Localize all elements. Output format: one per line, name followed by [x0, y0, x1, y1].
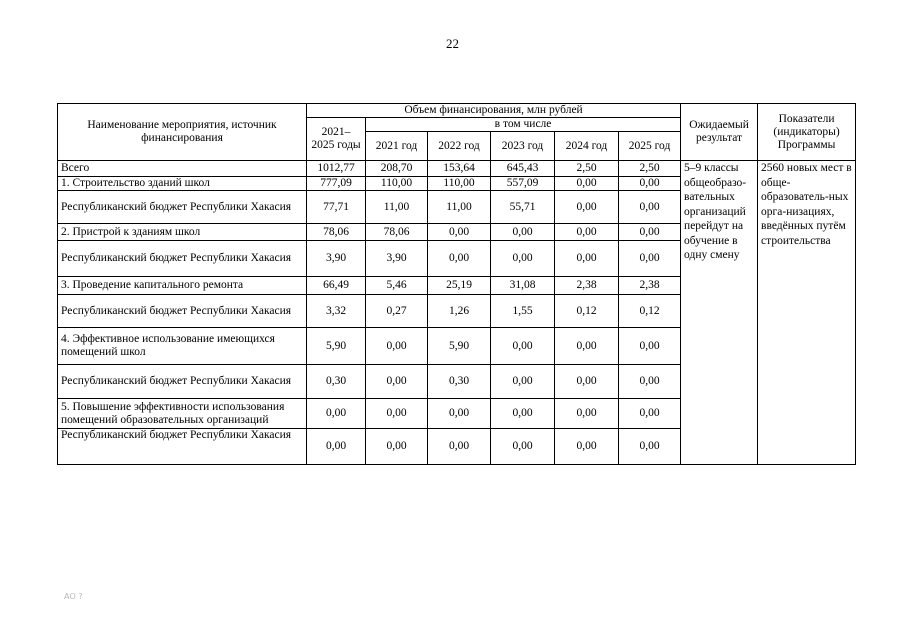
row-total: 3,32 [307, 295, 366, 328]
row-2023: 645,43 [491, 161, 555, 177]
row-2021: 5,46 [366, 277, 428, 295]
row-2025: 0,00 [619, 224, 681, 241]
indicators-cell: 2560 новых мест в обще-образователь-ных орга-низациях, введённых путём строительства [758, 161, 856, 465]
row-2022: 0,00 [428, 429, 491, 465]
row-2021: 0,00 [366, 328, 428, 365]
row-2024: 2,50 [555, 161, 619, 177]
row-total: 78,06 [307, 224, 366, 241]
row-2024: 2,38 [555, 277, 619, 295]
row-2022: 11,00 [428, 191, 491, 224]
row-2025: 0,00 [619, 191, 681, 224]
row-2023: 0,00 [491, 399, 555, 429]
header-year-2025: 2025 год [619, 132, 681, 161]
page-number: 22 [446, 36, 459, 51]
row-2024: 0,00 [555, 224, 619, 241]
row-2021: 0,00 [366, 399, 428, 429]
row-2025: 0,12 [619, 295, 681, 328]
row-2022: 0,00 [428, 241, 491, 277]
row-2023: 0,00 [491, 365, 555, 399]
row-total: 0,30 [307, 365, 366, 399]
row-total: 0,00 [307, 399, 366, 429]
header-year-2022: 2022 год [428, 132, 491, 161]
row-2023: 31,08 [491, 277, 555, 295]
row-2021: 78,06 [366, 224, 428, 241]
row-2021: 208,70 [366, 161, 428, 177]
row-2022: 153,64 [428, 161, 491, 177]
row-total: 3,90 [307, 241, 366, 277]
row-name: Республиканский бюджет Республики Хакасия [58, 429, 307, 465]
row-name: 3. Проведение капитального ремонта [58, 277, 307, 295]
row-2025: 0,00 [619, 177, 681, 191]
row-total: 66,49 [307, 277, 366, 295]
row-2022: 0,00 [428, 224, 491, 241]
row-2021: 110,00 [366, 177, 428, 191]
row-2024: 0,00 [555, 241, 619, 277]
row-2022: 110,00 [428, 177, 491, 191]
row-name: 1. Строительство зданий школ [58, 177, 307, 191]
header-including: в том числе [366, 118, 681, 132]
row-2021: 0,00 [366, 429, 428, 465]
header-year-2024: 2024 год [555, 132, 619, 161]
row-2023: 1,55 [491, 295, 555, 328]
row-name: Республиканский бюджет Республики Хакасия [58, 365, 307, 399]
row-2025: 2,50 [619, 161, 681, 177]
row-2021: 0,00 [366, 365, 428, 399]
row-total: 0,00 [307, 429, 366, 465]
row-2023: 0,00 [491, 328, 555, 365]
row-2022: 5,90 [428, 328, 491, 365]
row-2023: 0,00 [491, 241, 555, 277]
row-2024: 0,00 [555, 399, 619, 429]
row-2023: 557,09 [491, 177, 555, 191]
row-2024: 0,00 [555, 429, 619, 465]
row-2021: 3,90 [366, 241, 428, 277]
row-2025: 0,00 [619, 399, 681, 429]
header-year-2021: 2021 год [366, 132, 428, 161]
header-year-2023: 2023 год [491, 132, 555, 161]
row-2023: 0,00 [491, 429, 555, 465]
row-2024: 0,12 [555, 295, 619, 328]
header-funding-title: Объем финансирования, млн рублей [307, 104, 681, 118]
funding-table [57, 103, 856, 465]
row-2023: 55,71 [491, 191, 555, 224]
row-name: Республиканский бюджет Республики Хакасия [58, 295, 307, 328]
table-row [58, 161, 856, 177]
row-2022: 0,00 [428, 399, 491, 429]
row-2021: 0,27 [366, 295, 428, 328]
row-2025: 0,00 [619, 365, 681, 399]
row-2025: 0,00 [619, 241, 681, 277]
row-name: Всего [58, 161, 307, 177]
row-2022: 0,30 [428, 365, 491, 399]
row-2024: 0,00 [555, 191, 619, 224]
row-2025: 0,00 [619, 429, 681, 465]
row-name: Республиканский бюджет Республики Хакасия [58, 241, 307, 277]
row-2024: 0,00 [555, 177, 619, 191]
row-total: 5,90 [307, 328, 366, 365]
row-name: 2. Пристрой к зданиям школ [58, 224, 307, 241]
row-2025: 2,38 [619, 277, 681, 295]
document-stamp: АО ? [64, 592, 83, 601]
row-2022: 25,19 [428, 277, 491, 295]
row-name: 5. Повышение эффективности использования помещений образовательных организаций [58, 399, 307, 429]
row-name: Республиканский бюджет Республики Хакасия [58, 191, 307, 224]
expected-result-cell: 5–9 классы общеобразо-вательных организаций перейдут на обучение в одну смену [681, 161, 758, 465]
row-2022: 1,26 [428, 295, 491, 328]
row-2023: 0,00 [491, 224, 555, 241]
row-2021: 11,00 [366, 191, 428, 224]
row-2024: 0,00 [555, 328, 619, 365]
row-2024: 0,00 [555, 365, 619, 399]
header-total-period: 2021– 2025 годы [307, 118, 366, 161]
header-expected-result: Ожидаемый результат [681, 104, 758, 161]
header-indicators: Показатели (индикаторы) Программы [758, 104, 856, 161]
header-name-column: Наименование мероприятия, источник финансирования [58, 104, 307, 161]
row-total: 777,09 [307, 177, 366, 191]
row-name: 4. Эффективное использование имеющихся помещений школ [58, 328, 307, 365]
row-2025: 0,00 [619, 328, 681, 365]
row-total: 1012,77 [307, 161, 366, 177]
row-total: 77,71 [307, 191, 366, 224]
